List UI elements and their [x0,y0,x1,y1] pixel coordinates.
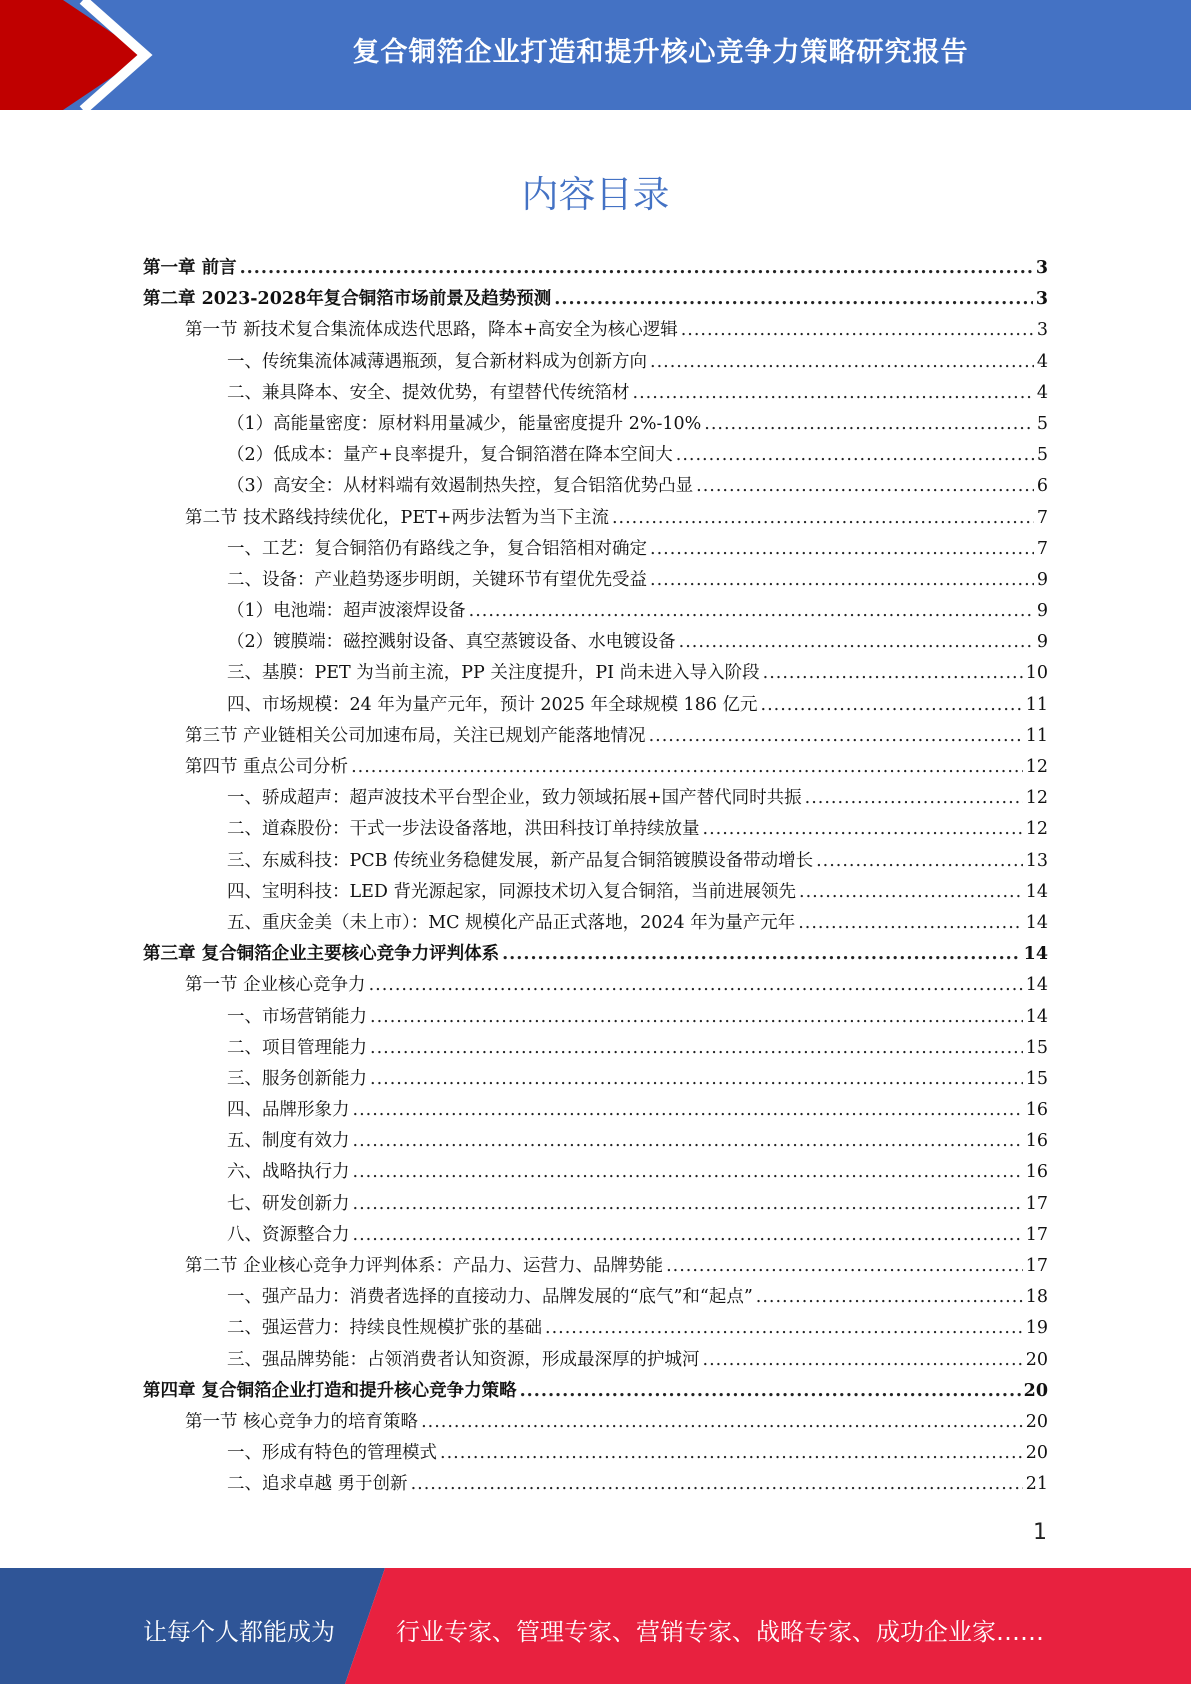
toc-leader-dots [681,320,1034,340]
toc-entry-page: 15 [1025,1068,1048,1089]
toc-leader-dots [703,1350,1023,1370]
toc-entry[interactable] [143,1377,1048,1408]
toc-entry-page: 20 [1025,1411,1048,1432]
toc-entry[interactable] [143,1314,1048,1345]
toc-entry-title: 三、基膜：PET 为当前主流，PP 关注度提升，PI 尚未进入导入阶段 [227,663,760,684]
toc-entry-page: 17 [1025,1193,1048,1214]
toc-entry-title: 五、制度有效力 [227,1131,350,1152]
toc-entry-title: 第一节 企业核心竞争力 [185,975,366,996]
toc-entry[interactable] [143,1283,1048,1314]
toc-leader-dots [369,975,1023,995]
page-footer [0,1568,1191,1684]
toc-entry-title: 一、骄成超声：超声波技术平台型企业，致力领域拓展+国产替代同时共振 [227,788,802,809]
toc-entry[interactable] [143,1034,1048,1065]
toc-entry[interactable] [143,1190,1048,1221]
toc-entry[interactable] [143,1127,1048,1158]
toc-entry-title: 八、资源整合力 [227,1224,350,1245]
toc-entry[interactable] [143,316,1048,347]
toc-leader-dots [679,632,1034,652]
toc-entry-title: 第四节 重点公司分析 [185,757,349,777]
toc-entry-title: 第一节 新技术复合集流体成迭代思路，降本+高安全为核心逻辑 [185,320,678,341]
toc-leader-dots [704,414,1034,434]
toc-leader-dots [240,258,1033,278]
toc-leader-dots [545,1318,1023,1338]
toc-leader-dots [703,819,1023,839]
toc-entry-page: 6 [1036,476,1048,497]
toc-leader-dots [761,695,1023,715]
toc-entry-page: 5 [1036,445,1048,466]
toc-leader-dots [799,882,1023,902]
toc-entry[interactable] [143,1252,1048,1283]
toc-entry[interactable] [143,1158,1048,1189]
toc-entry-page: 9 [1036,632,1048,653]
toc-entry-title: 四、品牌形象力 [227,1100,350,1121]
toc-entry-title: 第四章 复合铜箔企业打造和提升核心竞争力策略 [143,1380,517,1401]
toc-entry-page: 7 [1036,538,1048,559]
toc-heading: 内容目录 [521,173,670,216]
toc-entry-page: 12 [1025,788,1048,809]
toc-leader-dots [520,1381,1021,1401]
toc-entry-title: 四、宝明科技：LED 背光源起家，同源技术切入复合铜箔，当前进展领先 [227,881,796,902]
toc-entry[interactable] [143,1470,1048,1501]
toc-entry[interactable] [143,410,1048,441]
toc-entry[interactable] [143,691,1048,722]
toc-entry[interactable] [143,940,1048,971]
toc-leader-dots [798,913,1023,933]
toc-entry-page: 5 [1036,413,1048,434]
toc-entry[interactable] [143,909,1048,940]
toc-entry-title: 二、设备：产业趋势逐步明朗，关键环节有望优先受益 [227,569,647,590]
toc-leader-dots [554,289,1033,309]
toc-entry-page: 17 [1025,1224,1048,1245]
toc-leader-dots [440,1443,1023,1463]
toc-leader-dots [502,944,1021,964]
toc-entry-page: 13 [1025,850,1048,871]
toc-entry-title: 一、传统集流体减薄遇瓶颈，复合新材料成为创新方向 [227,351,647,372]
toc-entry-page: 18 [1025,1287,1048,1308]
toc-entry-title: 第三章 复合铜箔企业主要核心竞争力评判体系 [143,944,500,965]
toc-entry-page: 11 [1025,725,1048,746]
toc-leader-dots [612,508,1034,528]
toc-entry[interactable] [143,753,1048,784]
toc-entry-title: （1）电池端：超声波滚焊设备 [227,601,466,622]
toc-entry-page: 14 [1025,881,1048,902]
toc-entry-title: 一、市场营销能力 [227,1006,367,1027]
toc-entry-title: 三、东威科技：PCB 传统业务稳健发展，新产品复合铜箔镀膜设备带动增长 [227,850,814,871]
toc-entry-page: 12 [1025,757,1048,777]
toc-entry[interactable] [143,722,1048,753]
toc-entry[interactable] [143,815,1048,846]
toc-leader-dots [370,1069,1023,1089]
toc-entry-title: 二、追求卓越 勇于创新 [227,1474,408,1495]
toc-leader-dots [756,1287,1023,1307]
toc-leader-dots [469,601,1034,621]
toc-entry[interactable] [143,628,1048,659]
toc-entry-page: 19 [1025,1318,1048,1339]
toc-entry-title: 第二节 企业核心竞争力评判体系：产品力、运营力、品牌势能 [185,1256,664,1276]
page-number: 1 [1033,1520,1047,1545]
toc-entry-title: 第二章 2023-2028年复合铜箔市场前景及趋势预测 [143,289,552,310]
toc-entry-page: 12 [1025,819,1048,840]
toc-entry-page: 14 [1025,1006,1048,1027]
toc-entry-title: 四、市场规模：24 年为量产元年，预计 2025 年全球规模 186 亿元 [227,694,758,715]
toc-entry-page: 14 [1025,975,1048,996]
toc-leader-dots [353,1100,1023,1120]
toc-entry-page: 3 [1035,289,1048,310]
toc-leader-dots [421,1412,1023,1432]
toc-entry-title: 二、项目管理能力 [227,1037,367,1058]
toc-leader-dots [649,726,1023,746]
toc-entry-title: 五、重庆金美（未上市）：MC 规模化产品正式落地，2024 年为量产元年 [227,912,796,933]
page-header [0,0,1191,110]
toc-entry-page: 16 [1025,1162,1048,1183]
toc-entry[interactable] [143,597,1048,628]
table-of-contents [143,254,1048,1502]
toc-leader-dots [676,445,1034,465]
toc-entry-title: 七、研发创新力 [227,1193,350,1214]
toc-entry-page: 7 [1036,507,1048,528]
toc-leader-dots [763,663,1023,683]
toc-leader-dots [353,1131,1023,1151]
toc-entry-page: 11 [1025,694,1048,715]
toc-entry-title: 三、强品牌势能：占领消费者认知资源，形成最深厚的护城河 [227,1349,700,1370]
toc-leader-dots [805,788,1023,808]
toc-entry-page: 21 [1025,1474,1048,1495]
toc-entry-page: 3 [1035,258,1048,278]
toc-leader-dots [816,851,1023,871]
toc-entry[interactable] [143,1346,1048,1377]
toc-entry-page: 17 [1025,1256,1048,1276]
toc-leader-dots [666,1256,1023,1276]
toc-entry-title: （3）高安全：从材料端有效遏制热失控，复合铝箔优势凸显 [227,476,694,497]
toc-entry-title: 一、工艺：复合铜箔仍有路线之争，复合铝箔相对确定 [227,538,647,559]
footer-slogan-right: 行业专家、管理专家、营销专家、战略专家、成功企业家…… [396,1618,1044,1646]
toc-entry-page: 15 [1025,1037,1048,1058]
toc-entry-page: 16 [1025,1100,1048,1121]
toc-entry[interactable] [143,1065,1048,1096]
toc-entry[interactable] [143,379,1048,410]
toc-leader-dots [370,1007,1023,1027]
toc-entry[interactable] [143,1221,1048,1252]
toc-entry-page: 20 [1025,1349,1048,1370]
toc-leader-dots [696,476,1034,496]
toc-entry-page: 4 [1036,382,1048,403]
toc-entry-title: （1）高能量密度：原材料用量减少，能量密度提升 2%-10% [227,413,702,434]
toc-leader-dots [411,1474,1023,1494]
toc-entry[interactable] [143,1096,1048,1127]
toc-entry-title: 第一节 核心竞争力的培育策略 [185,1411,419,1432]
toc-entry-page: 20 [1023,1380,1048,1401]
header-title: 复合铜箔企业打造和提升核心竞争力策略研究报告 [352,37,969,68]
toc-entry-title: 第一章 前言 [143,258,237,278]
toc-entry-title: 一、形成有特色的管理模式 [227,1443,437,1464]
toc-entry[interactable] [143,441,1048,472]
footer-slogan-left: 让每个人都能成为 [143,1618,335,1646]
toc-entry[interactable] [143,285,1048,316]
toc-entry-title: 二、兼具降本、安全、提效优势，有望替代传统箔材 [227,382,630,403]
toc-entry-page: 9 [1036,601,1048,622]
toc-leader-dots [353,1162,1023,1182]
toc-leader-dots [351,757,1023,777]
toc-entry[interactable] [143,1003,1048,1034]
toc-entry-page: 20 [1025,1443,1048,1464]
toc-entry-title: 二、强运营力：持续良性规模扩张的基础 [227,1318,542,1339]
toc-entry-page: 14 [1025,912,1048,933]
toc-entry-page: 4 [1036,351,1048,372]
toc-entry[interactable] [143,971,1048,1002]
toc-entry-title: 二、道森股份：干式一步法设备落地，洪田科技订单持续放量 [227,819,700,840]
toc-leader-dots [353,1194,1023,1214]
toc-entry[interactable] [143,348,1048,379]
toc-entry[interactable] [143,504,1048,535]
toc-leader-dots [370,1038,1023,1058]
toc-leader-dots [353,1225,1023,1245]
toc-entry-title: 第二节 技术路线持续优化，PET+两步法暂为当下主流 [185,507,609,528]
toc-leader-dots [650,352,1034,372]
toc-leader-dots [633,383,1034,403]
toc-entry-title: 第三节 产业链相关公司加速布局，关注已规划产能落地情况 [185,725,646,746]
toc-entry-page: 14 [1023,944,1048,965]
toc-entry[interactable] [143,847,1048,878]
toc-entry-title: （2）低成本：量产+良率提升，复合铜箔潜在降本空间大 [227,445,673,466]
toc-entry-page: 16 [1025,1131,1048,1152]
toc-entry[interactable] [143,784,1048,815]
toc-entry-title: 三、服务创新能力 [227,1068,367,1089]
toc-entry-page: 3 [1036,320,1048,341]
toc-entry[interactable] [143,254,1048,285]
toc-entry[interactable] [143,566,1048,597]
toc-leader-dots [650,539,1034,559]
toc-entry[interactable] [143,1439,1048,1470]
toc-entry[interactable] [143,535,1048,566]
toc-entry-page: 9 [1036,569,1048,590]
toc-entry[interactable] [143,659,1048,690]
toc-entry-title: （2）镀膜端：磁控溅射设备、真空蒸镀设备、水电镀设备 [227,632,676,653]
toc-leader-dots [650,570,1034,590]
toc-entry[interactable] [143,1408,1048,1439]
toc-entry[interactable] [143,878,1048,909]
toc-entry[interactable] [143,472,1048,503]
toc-entry-page: 10 [1025,663,1048,684]
toc-entry-title: 一、强产品力：消费者选择的直接动力、品牌发展的“底气”和“起点” [227,1287,753,1308]
toc-entry-title: 六、战略执行力 [227,1162,350,1183]
